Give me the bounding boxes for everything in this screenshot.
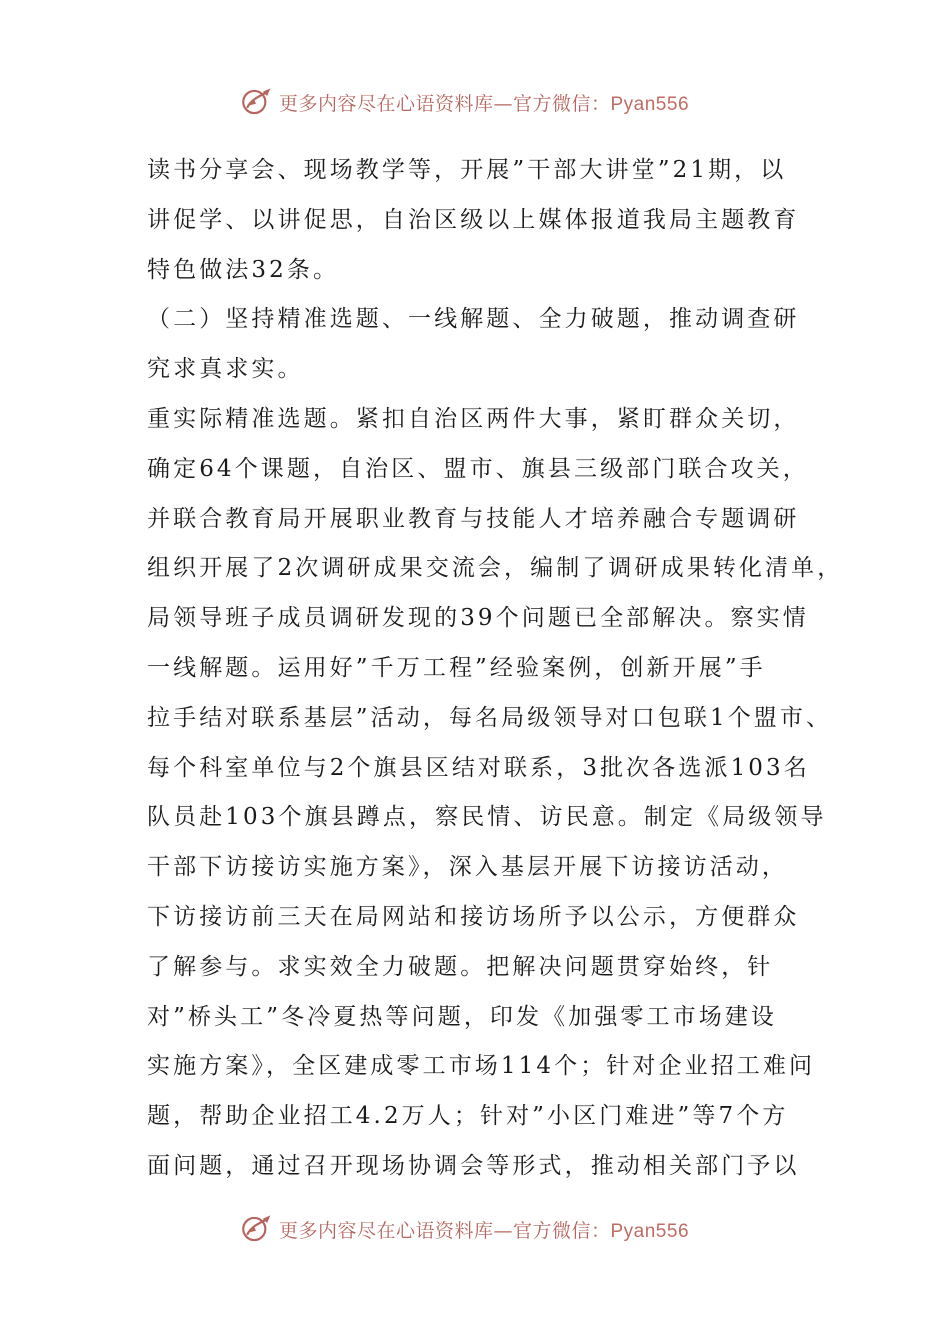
body-line: 了解参与。求实效全力破题。把解决问题贯穿始终，针 <box>147 953 774 980</box>
body-line: 组织开展了2次调研成果交流会，编制了调研成果转化清单， <box>147 555 844 582</box>
pen-seal-logo-icon <box>239 1212 273 1246</box>
body-line: 特色做法32条。 <box>147 256 340 283</box>
body-line: 局领导班子成员调研发现的39个问题已全部解决。察实情 <box>147 605 809 632</box>
header-banner <box>0 80 950 124</box>
body-line: 面问题，通过召开现场协调会等形式，推动相关部门予以 <box>147 1152 800 1179</box>
body-line: 读书分享会、现场教学等，开展”干部大讲堂”21期，以 <box>147 157 787 183</box>
body-line: 拉手结对联系基层”活动，每名局级领导对口包联1个盟市、 <box>147 704 833 731</box>
footer-banner-text <box>279 1216 689 1243</box>
body-line: 题，帮助企业招工4.2万人；针对”小区门难进”等7个方 <box>147 1103 789 1130</box>
body-line: 并联合教育局开展职业教育与技能人才培养融合专题调研 <box>147 505 800 532</box>
body-line: 队员赴103个旗县蹲点，察民情、访民意。制定《局级领导 <box>147 804 827 831</box>
header-banner-text <box>279 89 689 116</box>
body-line: 一线解题。运用好”千万工程”经验案例，创新开展”手 <box>147 654 766 681</box>
pen-seal-logo-icon <box>239 85 273 119</box>
document-body <box>147 146 844 1192</box>
body-line: 重实际精准选题。紧扣自治区两件大事，紧盯群众关切， <box>147 405 800 432</box>
body-line: 对”桥头工”冬冷夏热等问题，印发《加强零工市场建设 <box>147 1003 778 1030</box>
body-line: 讲促学、以讲促思，自治区级以上媒体报道我局主题教育 <box>147 206 800 233</box>
footer-banner <box>0 1207 950 1251</box>
header-banner-handle: Pyan556 <box>610 93 690 115</box>
section-heading-line: 究求真求实。 <box>147 356 304 383</box>
body-line: 确定64个课题，自治区、盟市、旗县三级部门联合攻关， <box>147 455 809 482</box>
body-line: 干部下访接访实施方案》，深入基层开展下访接访活动， <box>147 854 788 881</box>
section-heading-line: （二）坚持精准选题、一线解题、全力破题，推动调查研 <box>147 306 800 333</box>
header-banner-label: 更多内容尽在心语资料库—官方微信： <box>278 92 611 115</box>
footer-banner-label: 更多内容尽在心语资料库—官方微信： <box>278 1219 611 1242</box>
body-line: 每个科室单位与2个旗县区结对联系，3批次各选派103名 <box>147 754 810 781</box>
footer-banner-handle: Pyan556 <box>610 1220 690 1242</box>
body-line: 下访接访前三天在局网站和接访场所予以公示，方便群众 <box>147 903 800 930</box>
body-line: 实施方案》，全区建成零工市场114个；针对企业招工难问 <box>147 1053 816 1080</box>
